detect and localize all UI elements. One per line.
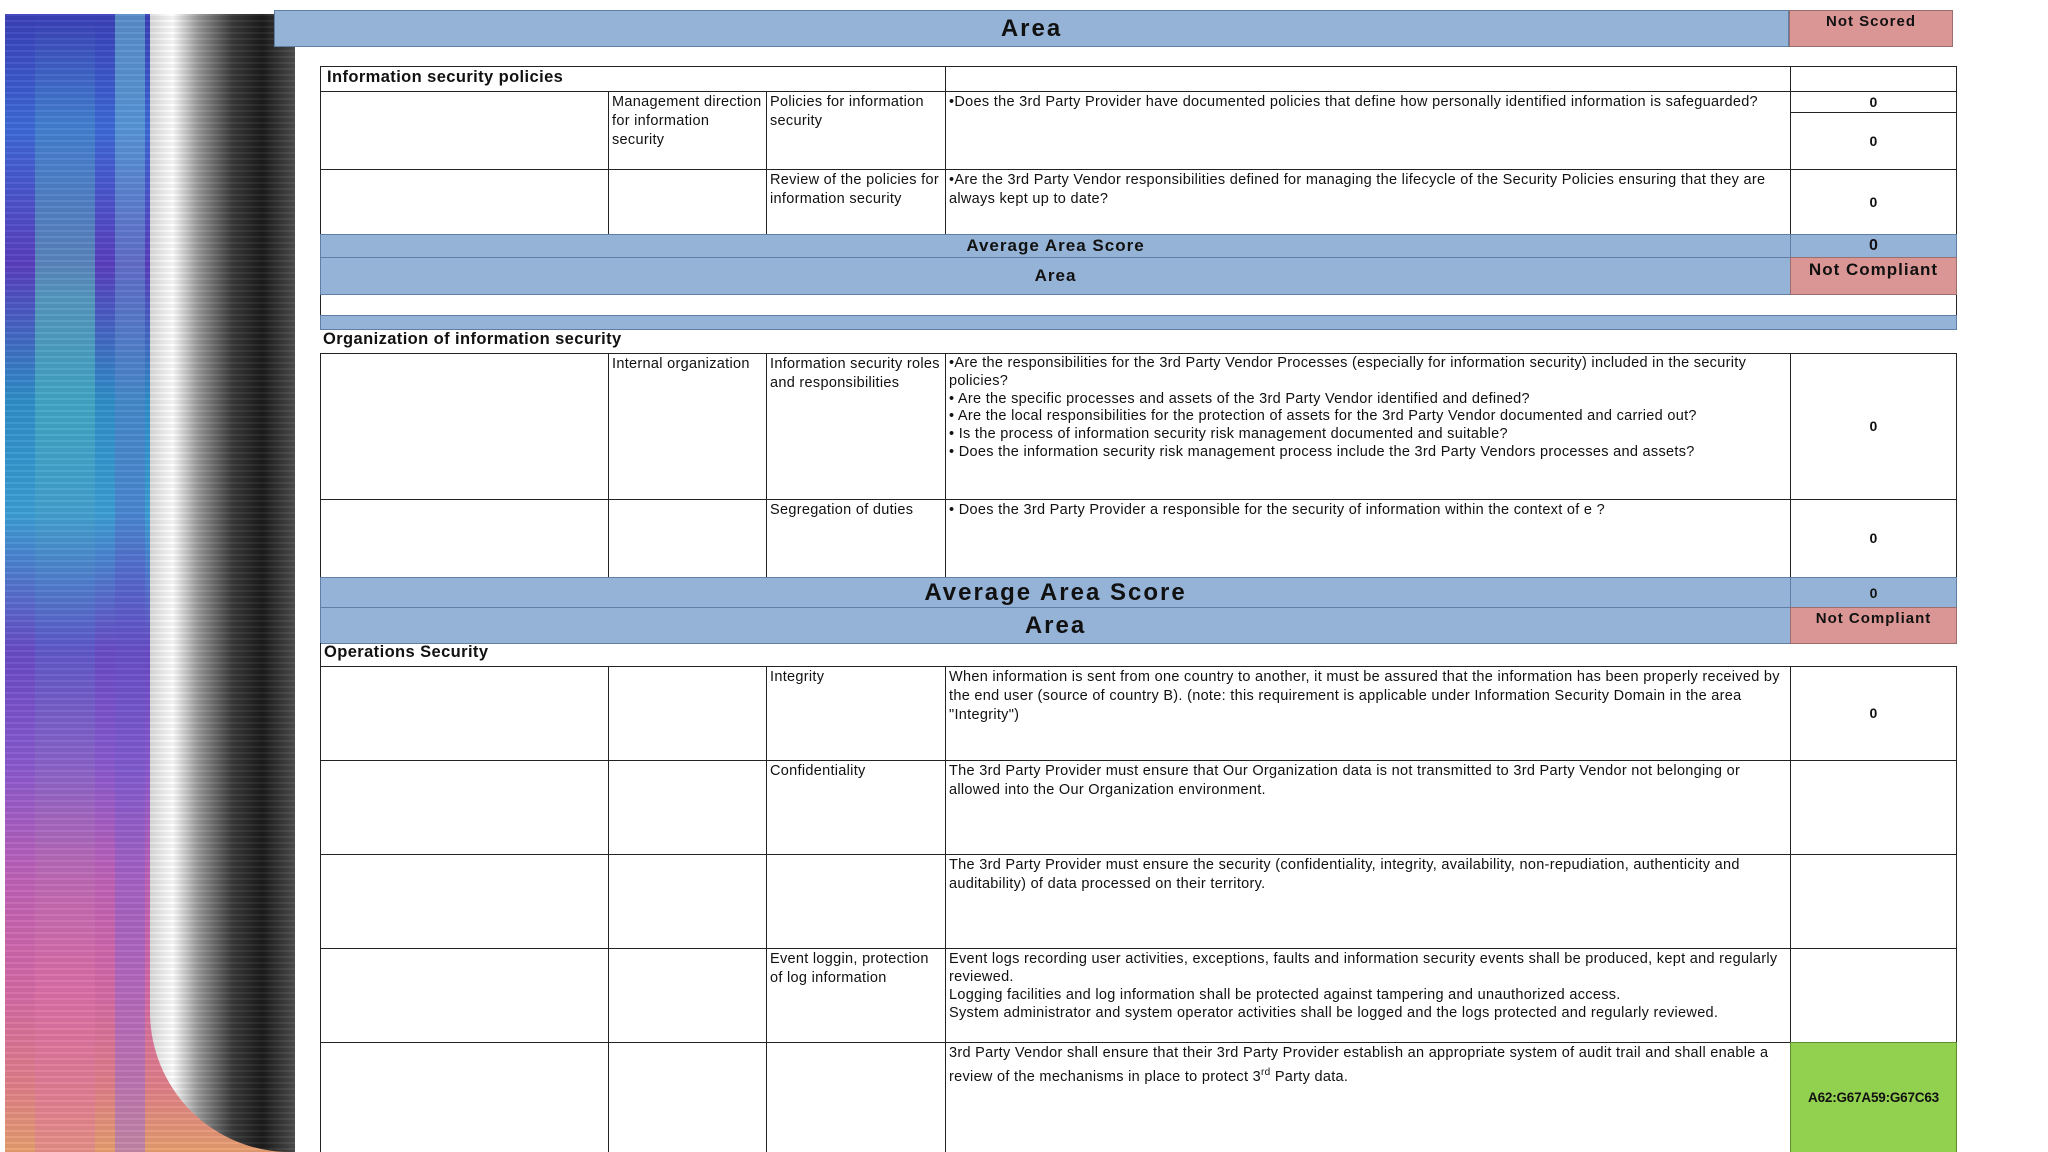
- section-title-row: [320, 643, 1957, 667]
- table-cell: [320, 91, 609, 170]
- score-cell: 0: [1790, 353, 1957, 500]
- question-line: • Are the local responsibilities for the protection of assets for the 3rd Party Vendor documented and carried out?: [949, 408, 1697, 425]
- category-cell: [608, 499, 767, 578]
- table-cell: [1790, 66, 1957, 92]
- table-cell: [320, 1042, 609, 1152]
- score-cell: [1790, 854, 1957, 949]
- table-cell: [945, 66, 1791, 92]
- category-cell: Management direction for information security: [608, 91, 767, 170]
- table-cell: [608, 948, 767, 1043]
- area-header: Area: [320, 257, 1791, 295]
- table-cell: [320, 666, 609, 761]
- category-cell: [608, 169, 767, 235]
- area-status-badge: Not Compliant: [1790, 257, 1957, 295]
- question-cell: [945, 353, 1791, 500]
- control-cell: [766, 1042, 946, 1152]
- section-title: Information security policies: [327, 68, 564, 86]
- top-area-title: Area: [1000, 14, 1063, 42]
- control-cell: Review of the policies for information security: [766, 169, 946, 235]
- top-status-badge: Not Scored: [1789, 10, 1953, 47]
- average-score-value: 0: [1790, 577, 1957, 608]
- question-text: Party data.: [1270, 1068, 1349, 1085]
- superscript: rd: [1261, 1067, 1271, 1078]
- formula-reference-cell: A62:G67A59:G67C63: [1790, 1042, 1957, 1152]
- score-cell: 0: [1790, 666, 1957, 761]
- score-cell: [1790, 948, 1957, 1043]
- table-cell: [320, 353, 609, 500]
- top-area-header: [274, 10, 1789, 47]
- average-area-score-row: Average Area Score: [320, 234, 1791, 258]
- question-line: •Are the responsibilities for the 3rd Party Vendor Processes (especially for information security) included in the security policies?: [949, 355, 1747, 389]
- section-title-row: [320, 66, 946, 92]
- table-cell: [608, 760, 767, 855]
- table-cell: [320, 854, 609, 949]
- category-cell: Internal organization: [608, 353, 767, 500]
- control-cell: Integrity: [766, 666, 946, 761]
- question-cell: The 3rd Party Provider must ensure the security (confidentiality, integrity, availability, non-repudiation, authenticity and auditability) of data processed on their territory.: [945, 854, 1791, 949]
- score-cell: 0: [1790, 91, 1957, 113]
- score-cell: 0: [1790, 169, 1957, 235]
- question-line: • Are the specific processes and assets of the 3rd Party Vendor identified and defined?: [949, 390, 1530, 407]
- section-title: Organization of information security: [323, 330, 622, 348]
- spacer-row: [320, 295, 1957, 315]
- score-cell: [1790, 760, 1957, 855]
- question-cell: •Does the 3rd Party Provider have documented policies that define how personally identified information is safeguarded?: [945, 91, 1791, 170]
- question-cell: [945, 1042, 1791, 1152]
- question-line: • Does the information security risk management process include the 3rd Party Vendors processes and assets?: [949, 443, 1695, 460]
- question-text: 3rd Party Vendor shall ensure that their 3rd Party Provider establish an appropriate system of audit trail and shall enable a review of the mechanisms in place to protect 3: [949, 1045, 1769, 1085]
- area-header: Area: [320, 607, 1791, 644]
- table-cell: [608, 854, 767, 949]
- question-cell: The 3rd Party Provider must ensure that Our Organization data is not transmitted to 3rd Party Vendor not belonging or allowed into the Our Organization environment.: [945, 760, 1791, 855]
- table-cell: [320, 499, 609, 578]
- question-cell: •Are the 3rd Party Vendor responsibilities defined for managing the lifecycle of the Security Policies ensuring that they are always kept up to date?: [945, 169, 1791, 235]
- area-status-badge: Not Compliant: [1790, 607, 1957, 644]
- decorative-side-image: [5, 14, 295, 1152]
- table-cell: [608, 666, 767, 761]
- table-cell: [320, 169, 609, 235]
- section-title: Operations Security: [324, 643, 489, 661]
- control-cell: Event loggin, protection of log information: [766, 948, 946, 1043]
- question-cell: • Does the 3rd Party Provider a responsible for the security of information within the context of e ?: [945, 499, 1791, 578]
- question-line: • Is the process of information security risk management documented and suitable?: [949, 426, 1508, 443]
- average-score-value: 0: [1790, 234, 1957, 258]
- control-cell: Policies for information security: [766, 91, 946, 170]
- table-cell: [320, 760, 609, 855]
- section-title-row: [320, 330, 1957, 354]
- score-cell: 0: [1790, 499, 1957, 578]
- control-cell: [766, 854, 946, 949]
- question-cell: Event logs recording user activities, exceptions, faults and information security events shall be produced, kept and regularly reviewed. Logging facilities and log information shall be protected against tampering and unauthorized access. System administrator and system operator activities shall be logged and the logs protected and regularly reviewed.: [945, 948, 1791, 1043]
- divider-band: [320, 315, 1957, 330]
- table-cell: [320, 948, 609, 1043]
- control-cell: Segregation of duties: [766, 499, 946, 578]
- table-cell: [608, 1042, 767, 1152]
- control-cell: Confidentiality: [766, 760, 946, 855]
- score-cell: 0: [1790, 112, 1957, 170]
- question-cell: When information is sent from one country to another, it must be assured that the information has been properly received by the end user (source of country B). (note: this requirement is applicable under Information Security Domain in the area "Integrity"): [945, 666, 1791, 761]
- average-area-score-row: Average Area Score: [320, 577, 1791, 608]
- control-cell: Information security roles and responsibilities: [766, 353, 946, 500]
